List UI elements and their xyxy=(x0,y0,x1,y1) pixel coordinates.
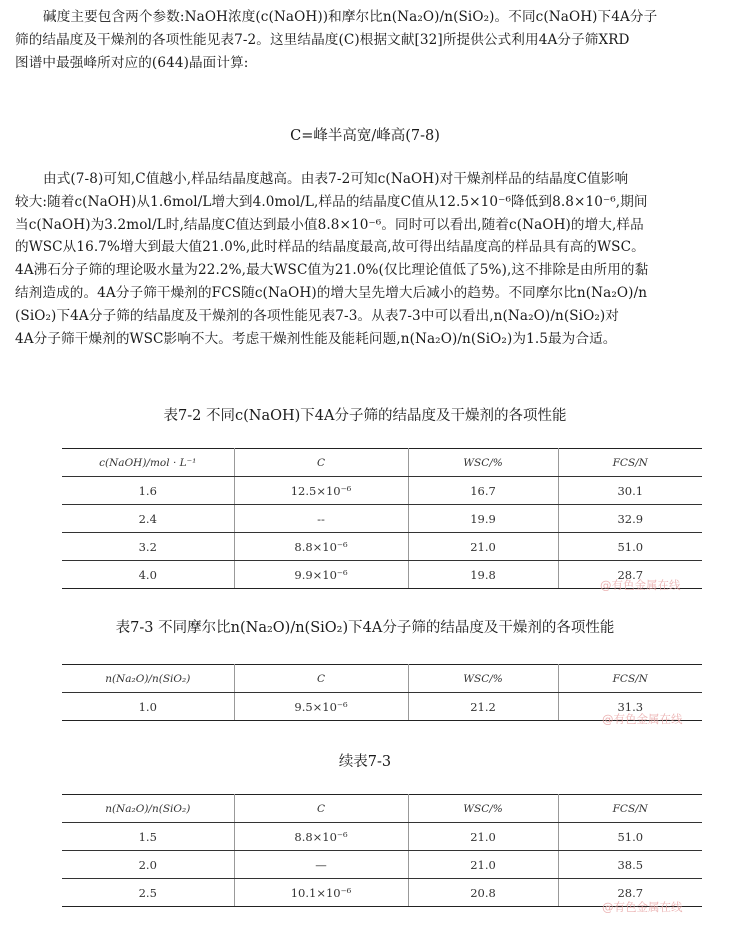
table-cell: 2.0 xyxy=(62,851,234,879)
header-cell: c(NaOH)/mol · L⁻¹ xyxy=(62,449,234,477)
table-cell: 10.1×10⁻⁶ xyxy=(234,879,408,907)
table-cell: 8.8×10⁻⁶ xyxy=(234,533,408,561)
table-cell: 9.9×10⁻⁶ xyxy=(234,561,408,589)
header-cell: FCS/N xyxy=(558,665,702,693)
text-line: 图谱中最强峰所对应的(644)晶面计算: xyxy=(15,54,249,71)
table-cell: -- xyxy=(234,505,408,533)
table-cell: 2.4 xyxy=(62,505,234,533)
table-cell: 21.0 xyxy=(408,823,558,851)
table-cell: 21.0 xyxy=(408,533,558,561)
table-cell: 1.6 xyxy=(62,477,234,505)
table-cell: 30.1 xyxy=(558,477,702,505)
table-cell: 1.5 xyxy=(62,823,234,851)
watermark: @有色金属在线 xyxy=(602,712,683,726)
table-cell: 4.0 xyxy=(62,561,234,589)
text-line: (SiO₂)下4A分子筛的结晶度及干燥剂的各项性能见表7-3。从表7-3中可以看出,n(Na₂O)/n(SiO₂)对 xyxy=(15,307,620,324)
table-row xyxy=(62,477,702,505)
table-header-row xyxy=(62,795,702,823)
text-line: 筛的结晶度及干燥剂的各项性能见表7-2。这里结晶度(C)根据文献[32]所提供公式利用4A分子筛XRD xyxy=(15,31,630,48)
header-cell: C xyxy=(234,449,408,477)
table-cell: 1.0 xyxy=(62,693,234,721)
header-cell: C xyxy=(234,665,408,693)
table-cell: 20.8 xyxy=(408,879,558,907)
table-cell: 19.9 xyxy=(408,505,558,533)
header-cell: FCS/N xyxy=(558,795,702,823)
table-7-3-continued xyxy=(62,794,702,907)
header-cell: n(Na₂O)/n(SiO₂) xyxy=(62,795,234,823)
text-line: 碱度主要包含两个参数:NaOH浓度(c(NaOH))和摩尔比n(Na₂O)/n(SiO₂)。不同c(NaOH)下4A分子 xyxy=(43,9,658,25)
table-row xyxy=(62,823,702,851)
table-cell: 3.2 xyxy=(62,533,234,561)
table-header-row xyxy=(62,665,702,693)
header-cell: WSC/% xyxy=(408,795,558,823)
header-cell: FCS/N xyxy=(558,449,702,477)
table-cell: 28.7 xyxy=(558,561,702,589)
text-line: 4A分子筛干燥剂的WSC影响不大。考虑干燥剂性能及能耗问题,n(Na₂O)/n(SiO₂)为1.5最为合适。 xyxy=(15,330,617,347)
table-cell: 19.8 xyxy=(408,561,558,589)
table-cell: 2.5 xyxy=(62,879,234,907)
text-line: 结剂造成的。4A分子筛干燥剂的FCS随c(NaOH)的增大呈先增大后减小的趋势。不同摩尔比n(Na₂O)/n xyxy=(15,284,648,301)
header-cell: C xyxy=(234,795,408,823)
table-cell: 21.2 xyxy=(408,693,558,721)
table-cell: 16.7 xyxy=(408,477,558,505)
table-cell: 12.5×10⁻⁶ xyxy=(234,477,408,505)
table-7-2-caption: 表7-2 不同c(NaOH)下4A分子筛的结晶度及干燥剂的各项性能 xyxy=(163,408,567,424)
text-line: 由式(7-8)可知,C值越小,样品结晶度越高。由表7-2可知c(NaOH)对干燥剂样品的结晶度C值影响 xyxy=(43,171,629,187)
formula-7-8: C=峰半高宽/峰高(7-8) xyxy=(290,128,440,144)
table-cell: 21.0 xyxy=(408,851,558,879)
analysis-paragraph xyxy=(15,168,715,350)
text-line: 当c(NaOH)为3.2mol/L时,结晶度C值达到最小值8.8×10⁻⁶。同时可以看出,随着c(NaOH)的增大,样品 xyxy=(15,216,644,233)
intro-paragraph xyxy=(15,6,715,74)
table-header-row xyxy=(62,449,702,477)
table-cell: — xyxy=(234,851,408,879)
table-cell: 31.3 xyxy=(558,693,702,721)
table-row xyxy=(62,851,702,879)
table-cell: 8.8×10⁻⁶ xyxy=(234,823,408,851)
table-cell: 9.5×10⁻⁶ xyxy=(234,693,408,721)
text-line: 4A沸石分子筛的理论吸水量为22.2%,最大WSC值为21.0%(仅比理论值低了5%),这不排除是由所用的黏 xyxy=(15,262,649,279)
table-row xyxy=(62,533,702,561)
table-7-3-continued-caption: 续表7-3 xyxy=(338,754,392,770)
watermark: @有色金属在线 xyxy=(602,900,683,914)
table-cell: 28.7 xyxy=(558,879,702,907)
table-7-2 xyxy=(62,448,702,589)
header-cell: n(Na₂O)/n(SiO₂) xyxy=(62,665,234,693)
table-cell: 51.0 xyxy=(558,533,702,561)
table-cell: 38.5 xyxy=(558,851,702,879)
watermark: @有色金属在线 xyxy=(600,578,681,592)
table-cell: 32.9 xyxy=(558,505,702,533)
header-cell: WSC/% xyxy=(408,449,558,477)
table-7-3-caption: 表7-3 不同摩尔比n(Na₂O)/n(SiO₂)下4A分子筛的结晶度及干燥剂的各项性能 xyxy=(115,620,615,636)
text-line: 的WSC从16.7%增大到最大值21.0%,此时样品的结晶度最高,故可得出结晶度高的样品具有高的WSC。 xyxy=(15,239,645,256)
text-line: 较大:随着c(NaOH)从1.6mol/L增大到4.0mol/L,样品的结晶度C值从12.5×10⁻⁶降低到8.8×10⁻⁶,期间 xyxy=(15,193,648,210)
header-cell: WSC/% xyxy=(408,665,558,693)
table-row xyxy=(62,505,702,533)
table-cell: 51.0 xyxy=(558,823,702,851)
